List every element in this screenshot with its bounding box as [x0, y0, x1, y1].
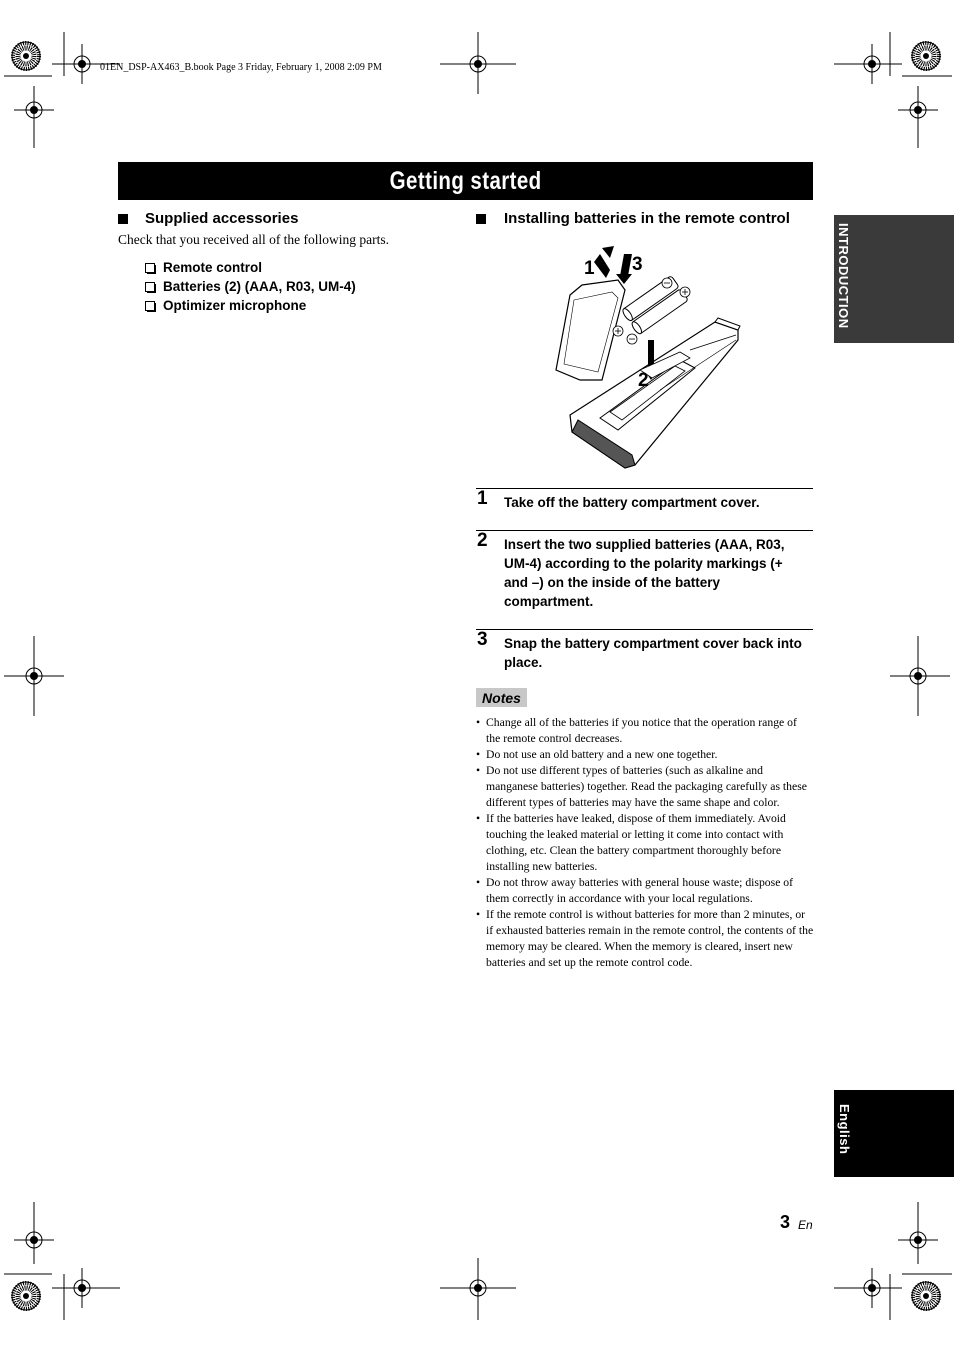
- step-divider: [476, 488, 813, 489]
- list-item: Remote control: [145, 258, 356, 277]
- step-number: 2: [477, 530, 488, 551]
- language-tab-english: [834, 1090, 954, 1177]
- page-number: 3: [780, 1212, 791, 1232]
- step-divider: [476, 629, 813, 630]
- figure-label-2: 2: [638, 370, 649, 391]
- section-tab-label: INTRODUCTION: [836, 223, 851, 329]
- step-text: Snap the battery compartment cover back into place.: [504, 636, 802, 670]
- step-number: 3: [477, 629, 488, 650]
- checkbox-icon: [145, 301, 155, 311]
- installing-batteries-title: Installing batteries in the remote control: [504, 210, 790, 227]
- section-tab-introduction: [834, 215, 954, 343]
- section-square-icon: [118, 214, 128, 224]
- checkbox-icon: [145, 263, 155, 273]
- section-square-icon: [476, 214, 486, 224]
- supplied-intro: Check that you received all of the following parts.: [118, 232, 390, 247]
- page-title-bar: [118, 162, 813, 200]
- installing-batteries-heading: [476, 210, 790, 227]
- figure-label-3: 3: [632, 254, 643, 275]
- list-item: Optimizer microphone: [145, 296, 356, 315]
- step-text: Insert the two supplied batteries (AAA, R03, UM-4) according to the polarity markings (+ and –) on the inside of the battery compartment.: [504, 537, 785, 609]
- supplied-accessories-title: Supplied accessories: [145, 210, 299, 227]
- supplied-accessories-heading: [118, 210, 298, 227]
- accessories-list: [145, 258, 356, 315]
- list-item: • If the batteries have leaked, dispose of them immediately. Avoid touching the leaked material or letting it come into contact with clothing, etc. Clean the battery compartment thoroughly before installing new batteries.: [476, 811, 814, 875]
- list-item: • Do not throw away batteries with general house waste; dispose of them correctly in accordance with your local regulations.: [476, 875, 814, 907]
- list-item: • Do not use different types of batteries (such as alkaline and manganese batteries) together. Read the packaging carefully as these different types of batteries may have the same shape and color.: [476, 763, 814, 811]
- print-header-info: 01EN_DSP-AX463_B.book Page 3 Friday, February 1, 2008 2:09 PM: [100, 62, 382, 73]
- page-title: Getting started: [389, 166, 542, 195]
- list-item: • Do not use an old battery and a new one together.: [476, 747, 814, 763]
- list-item: • Change all of the batteries if you notice that the operation range of the remote control decreases.: [476, 715, 814, 747]
- page-language-code: En: [798, 1218, 813, 1232]
- checkbox-icon: [145, 282, 155, 292]
- step-number: 1: [477, 488, 488, 509]
- battery-installation-illustration: [540, 240, 750, 475]
- figure-label-1: 1: [584, 258, 595, 279]
- notes-label: Notes: [476, 688, 527, 707]
- list-item: • If the remote control is without batteries for more than 2 minutes, or if exhausted batteries remain in the remote control, the contents of the memory may be cleared. When the memory is cleared, insert new batteries and set up the remote control code.: [476, 907, 814, 971]
- step-text: Take off the battery compartment cover.: [504, 495, 760, 510]
- language-tab-label: English: [837, 1104, 852, 1155]
- notes-list: [476, 715, 814, 971]
- step-divider: [476, 530, 813, 531]
- list-item: Batteries (2) (AAA, R03, UM-4): [145, 277, 356, 296]
